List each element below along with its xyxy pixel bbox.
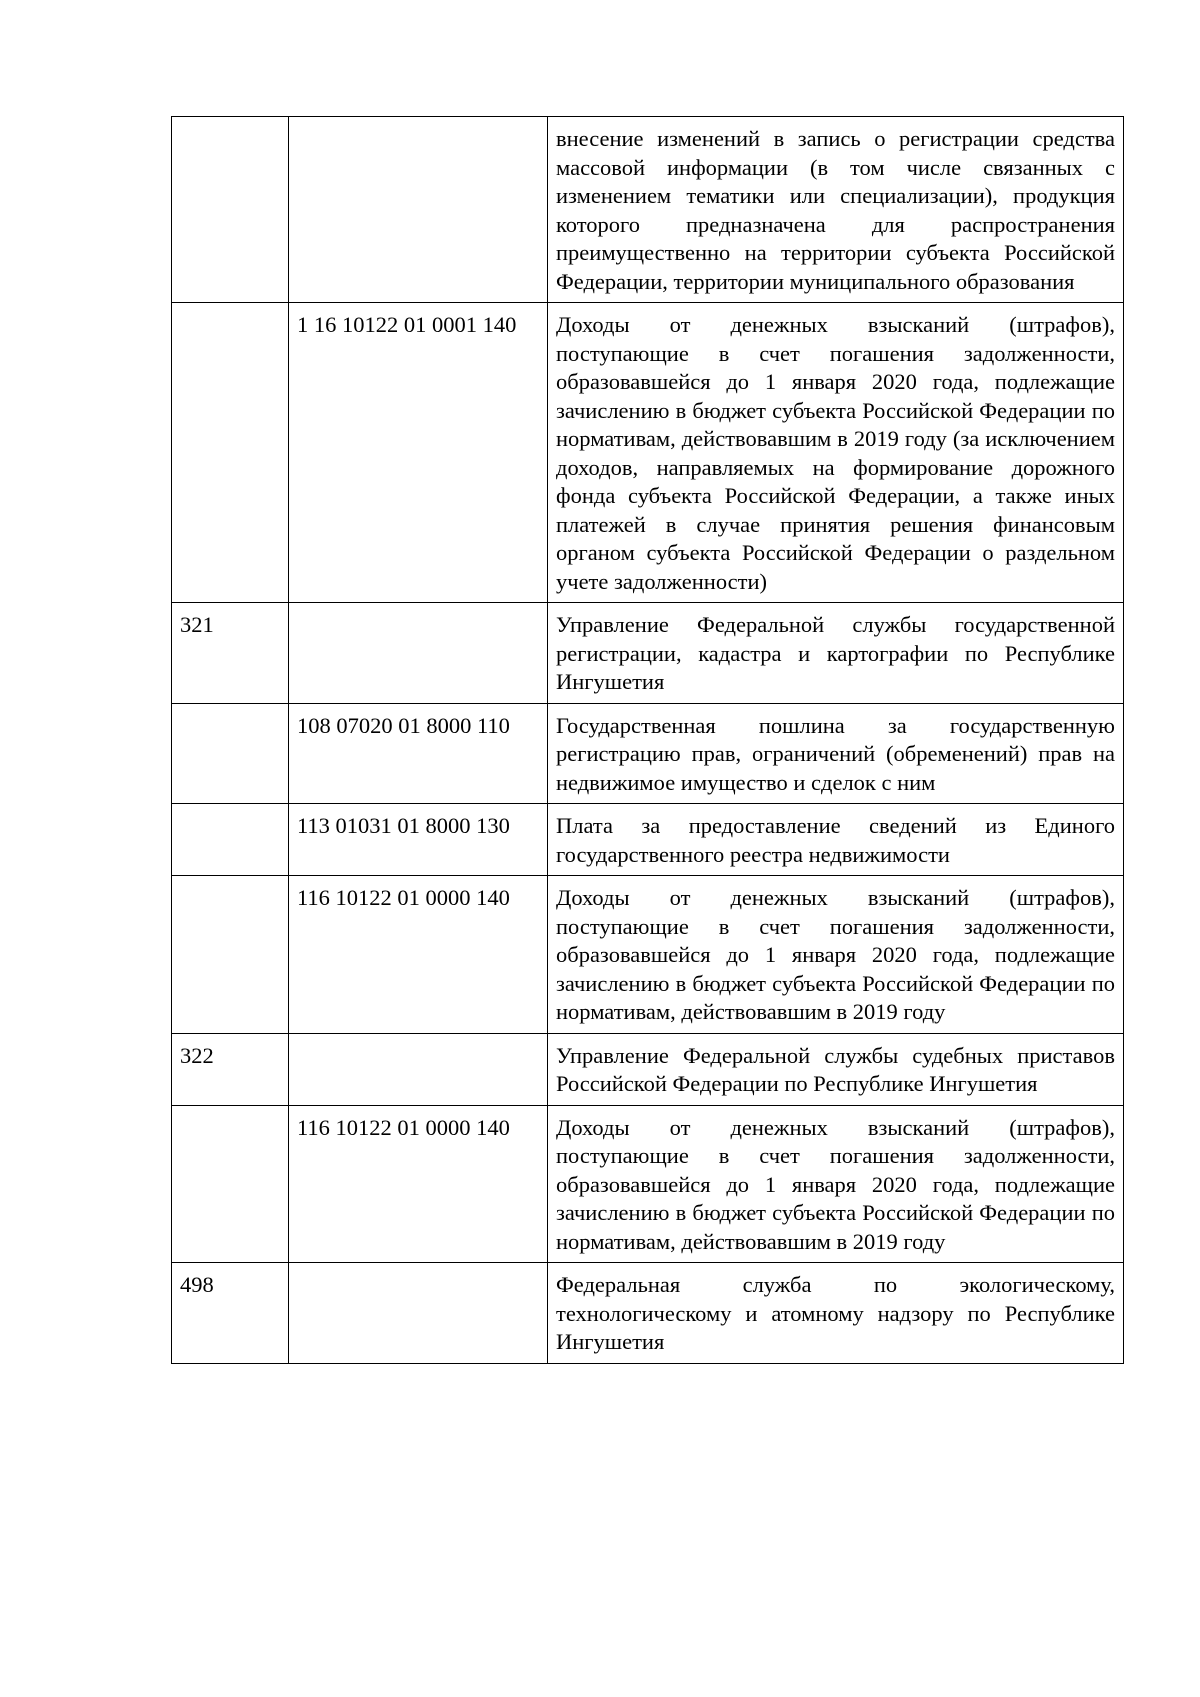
revenue-table [171,116,1124,1364]
admin-code-cell [172,117,289,303]
revenue-name-cell: Управление Федеральной службы государственной регистрации, кадастра и картографии по Республике Ингушетия [548,603,1124,704]
revenue-code-cell [289,603,548,704]
admin-code-cell [172,1105,289,1263]
revenue-code-cell: 1 16 10122 01 0001 140 [289,303,548,603]
admin-code-cell [172,703,289,804]
admin-code-cell [172,876,289,1034]
table-row [172,703,1124,804]
revenue-code-cell: 116 10122 01 0000 140 [289,876,548,1034]
revenue-name-cell: Управление Федеральной службы судебных приставов Российской Федерации по Республике Ингушетия [548,1033,1124,1105]
revenue-name-cell: Доходы от денежных взысканий (штрафов), поступающие в счет погашения задолженности, образовавшейся до 1 января 2020 года, подлежащие зачислению в бюджет субъекта Российской Федерации по нормативам, действовавшим в 2019 году (за исключением доходов, направляемых на формирование дорожного фонда субъекта Российской Федерации, а также иных платежей в случае принятия решения финансовым органом субъекта Российской Федерации о раздельном учете задолженности) [548,303,1124,603]
table-row [172,303,1124,603]
revenue-name-cell: внесение изменений в запись о регистрации средства массовой информации (в том числе связанных с изменением тематики или специализации), продукция которого предназначена для распространения преимущественно на территории субъекта Российской Федерации, территории муниципального образования [548,117,1124,303]
revenue-code-cell [289,117,548,303]
admin-code-cell [172,804,289,876]
table-row [172,117,1124,303]
revenue-code-cell: 116 10122 01 0000 140 [289,1105,548,1263]
revenue-code-cell [289,1033,548,1105]
table-row [172,876,1124,1034]
table-row [172,804,1124,876]
admin-code-cell: 498 [172,1263,289,1364]
admin-code-cell: 321 [172,603,289,704]
revenue-name-cell: Федеральная служба по экологическому, технологическому и атомному надзору по Республике Ингушетия [548,1263,1124,1364]
revenue-table-body [172,117,1124,1364]
revenue-code-cell: 113 01031 01 8000 130 [289,804,548,876]
revenue-name-cell: Плата за предоставление сведений из Единого государственного реестра недвижимости [548,804,1124,876]
revenue-code-cell: 108 07020 01 8000 110 [289,703,548,804]
revenue-name-cell: Доходы от денежных взысканий (штрафов), поступающие в счет погашения задолженности, образовавшейся до 1 января 2020 года, подлежащие зачислению в бюджет субъекта Российской Федерации по нормативам, действовавшим в 2019 году [548,876,1124,1034]
table-row [172,1105,1124,1263]
revenue-code-cell [289,1263,548,1364]
table-row [172,1263,1124,1364]
revenue-name-cell: Доходы от денежных взысканий (штрафов), поступающие в счет погашения задолженности, образовавшейся до 1 января 2020 года, подлежащие зачислению в бюджет субъекта Российской Федерации по нормативам, действовавшим в 2019 году [548,1105,1124,1263]
revenue-name-cell: Государственная пошлина за государственную регистрацию прав, ограничений (обременений) прав на недвижимое имущество и сделок с ним [548,703,1124,804]
table-row [172,603,1124,704]
table-row [172,1033,1124,1105]
admin-code-cell: 322 [172,1033,289,1105]
admin-code-cell [172,303,289,603]
